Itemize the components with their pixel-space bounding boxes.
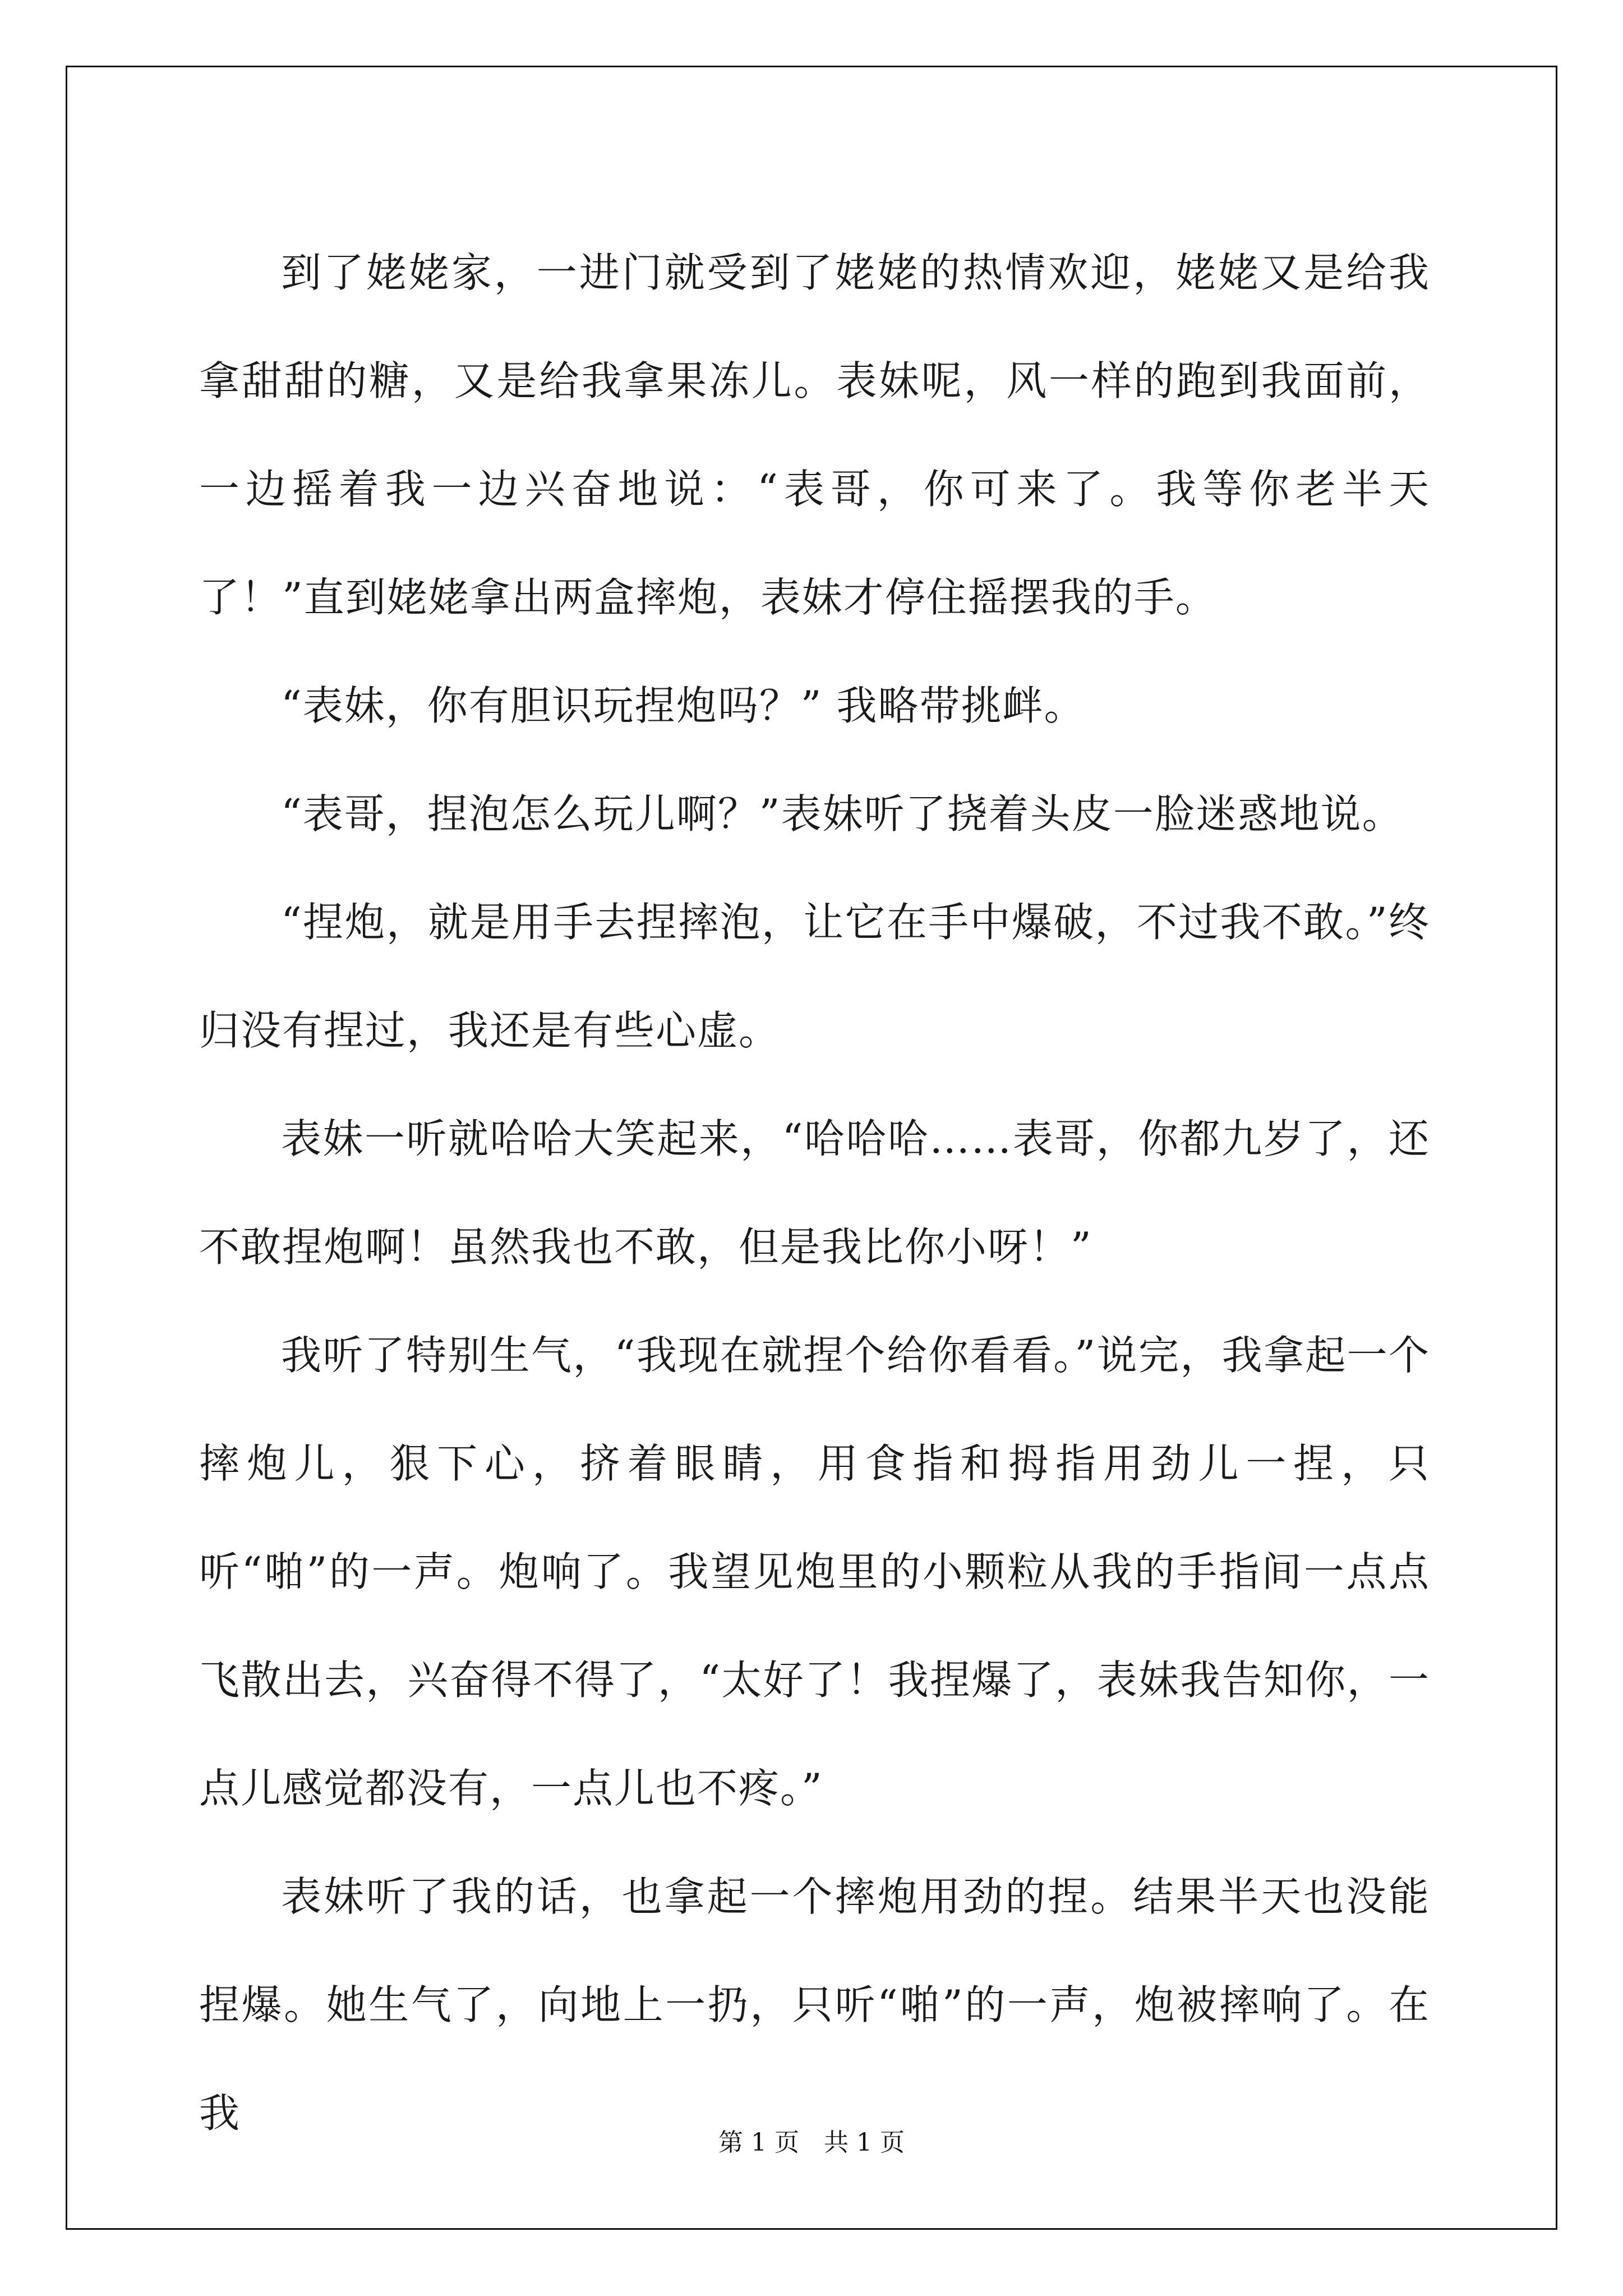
document-body [199, 219, 1430, 2168]
page-footer [0, 2126, 1623, 2160]
paragraph-5: 表妹一听就哈哈大笑起来，“哈哈哈……表哥，你都九岁了，还不敢捏炮啊！虽然我也不敢，但是我比你小呀！” [199, 1115, 1430, 1271]
paragraph-1: 到了姥姥家，一进门就受到了姥姥的热情欢迎，姥姥又是给我拿甜甜的糖，又是给我拿果冻儿。表妹呢，风一样的跑到我面前，一边摇着我一边兴奋地说：“表哥，你可来了。我等你老半天了！”直到姥姥拿出两盒摔炮，表妹才停住摇摆我的手。 [199, 249, 1430, 621]
paragraph-3: “表哥，捏泡怎么玩儿啊？”表妹听了挠着头皮一脸迷惑地说。 [281, 790, 1404, 838]
paragraph-4: “捏炮，就是用手去捏摔泡，让它在手中爆破，不过我不敢。”终归没有捏过，我还是有些心虚。 [199, 899, 1430, 1054]
page-number: 第 1 页 [718, 2128, 799, 2157]
paragraph-6: 我听了特别生气，“我现在就捏个给你看看。”说完，我拿起一个摔炮儿，狠下心，挤着眼睛，用食指和拇指用劲儿一捏，只听“啪”的一声。炮响了。我望见炮里的小颗粒从我的手指间一点点飞散出去，兴奋得不得了，“太好了！我捏爆了，表妹我告知你，一点儿感觉都没有，一点儿也不疼。” [199, 1332, 1430, 1812]
paragraph-7: 表妹听了我的话，也拿起一个摔炮用劲的捏。结果半天也没能捏爆。她生气了，向地上一扔，只听“啪”的一声，炮被摔响了。在我 [199, 1873, 1430, 2137]
paragraph-2: “表妹，你有胆识玩捏炮吗？” 我略带挑衅。 [281, 682, 1086, 729]
page-total: 共 1 页 [824, 2128, 905, 2157]
